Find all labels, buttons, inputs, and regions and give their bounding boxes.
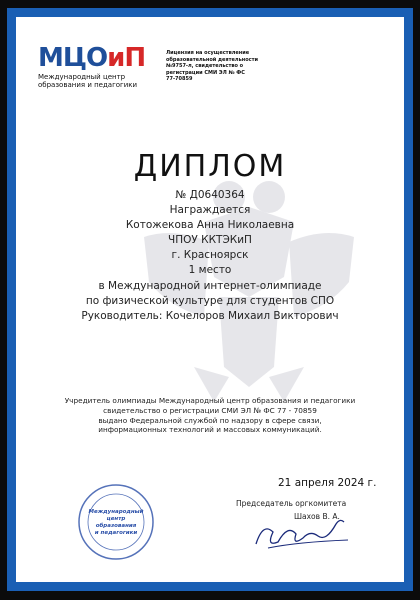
signer-name: Шахов В. А. <box>294 512 340 521</box>
stamp-text: центр <box>106 516 126 522</box>
event-line: по физической культуре для студентов СПО <box>85 295 335 307</box>
license-line: 77-70859 <box>166 76 193 82</box>
diploma-paper <box>16 17 404 582</box>
logo-brand-blue: МЦО <box>38 43 108 73</box>
event-line: в Международной интернет-олимпиаде <box>98 280 322 292</box>
logo-subtitle-line: образования и педагогики <box>38 81 138 89</box>
license-line: регистрации СМИ ЭЛ № ФС <box>166 69 245 76</box>
license-info <box>166 50 306 83</box>
organization-stamp-icon <box>76 482 156 562</box>
organization-logo <box>38 45 145 89</box>
organizer-line: Учредитель олимпиады Международный центр образования и педагогики <box>64 396 356 405</box>
organizer-line: свидетельство о регистрации СМИ ЭЛ № ФС 77 - 70859 <box>103 405 317 415</box>
stamp-text: образования <box>95 523 137 529</box>
city-name: г. Красноярск <box>171 249 249 261</box>
organizer-line: выдано Федеральной службой по надзору в сфере связи, <box>98 415 322 425</box>
license-line: образовательной деятельности <box>166 56 259 63</box>
diploma-frame <box>7 8 413 591</box>
logo-mark <box>38 45 145 71</box>
organizer-line: информационных технологий и массовых коммуникаций. <box>98 425 322 435</box>
diploma-title: ДИПЛОМ <box>133 149 287 184</box>
stamp-text: Международный <box>88 509 144 515</box>
logo-subtitle-line: Международный центр <box>38 73 126 81</box>
supervisor-line: Руководитель: Кочелоров Михаил Викторович <box>81 310 339 322</box>
recipient-name: Котожекова Анна Николаевна <box>125 219 295 231</box>
awarded-label: Награждается <box>169 204 251 216</box>
logo-brand-red: иП <box>107 43 146 73</box>
stamp-text: и педагогики <box>94 530 138 536</box>
diploma-number: № Д0640364 <box>175 189 245 201</box>
place-award: 1 место <box>188 264 232 276</box>
organizer-info <box>46 396 374 435</box>
license-line: №9757-л, свидетельство о <box>166 63 244 69</box>
license-line: Лицензия на осуществление <box>166 50 250 56</box>
signature-icon <box>248 512 358 557</box>
issue-date: 21 апреля 2024 г. <box>278 477 377 489</box>
logo-subtitle <box>38 73 145 89</box>
institution-name: ЧПОУ ККТЭКиП <box>168 234 252 246</box>
signer-role: Председатель оргкомитета <box>236 499 347 508</box>
